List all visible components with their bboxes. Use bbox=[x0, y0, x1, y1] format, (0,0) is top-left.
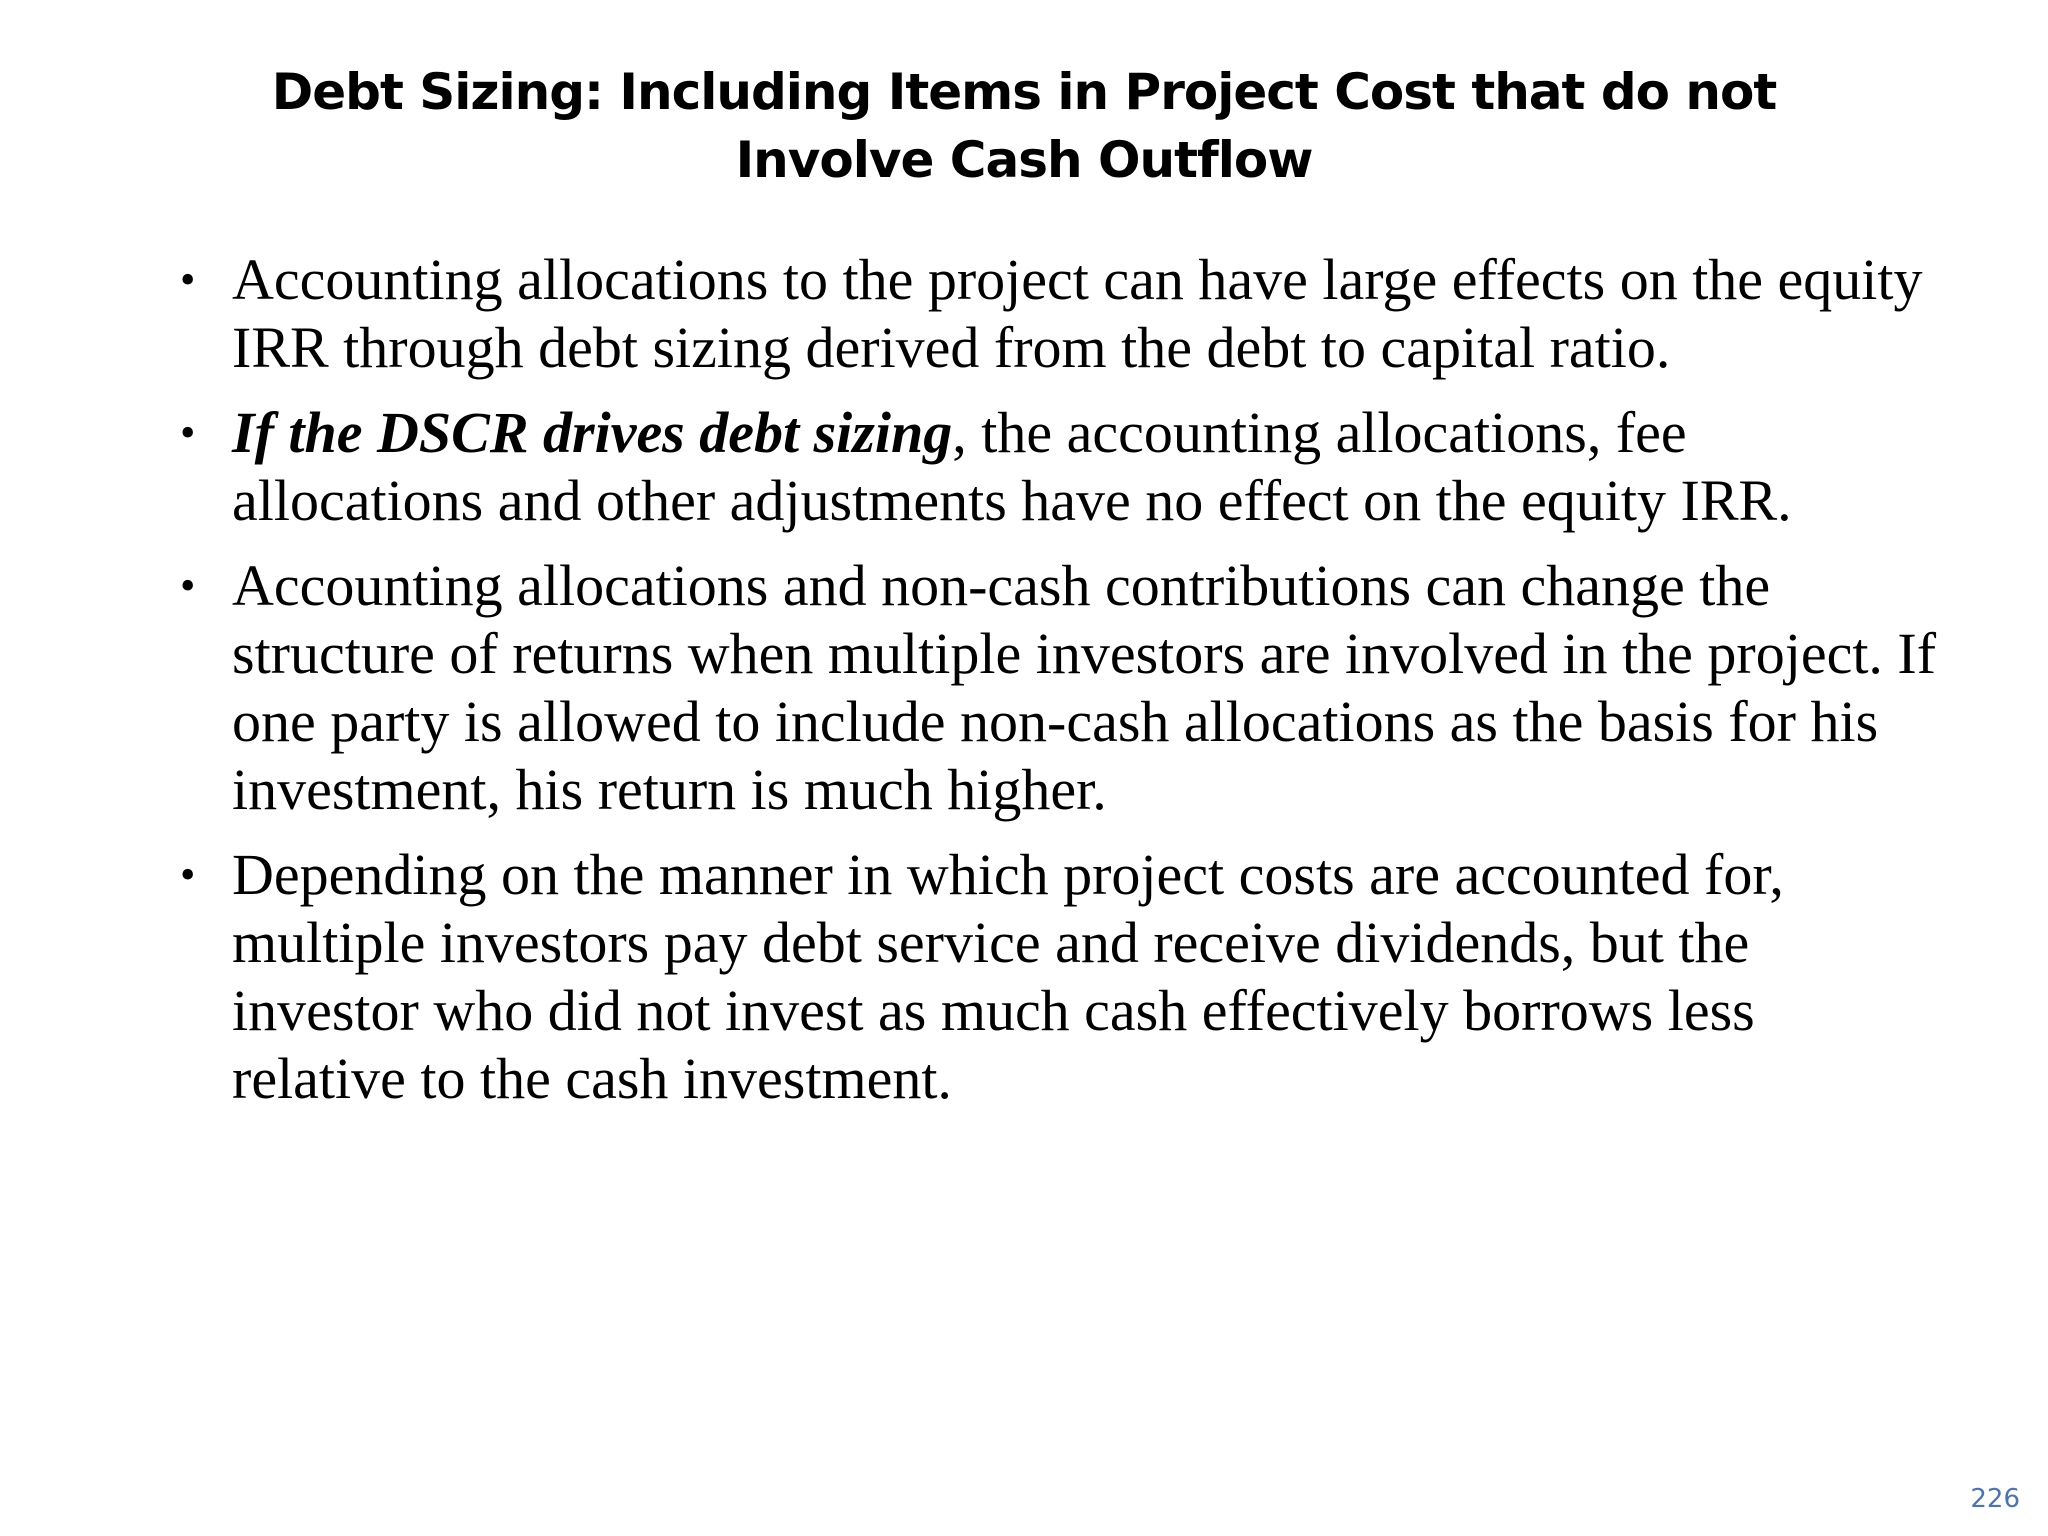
slide-title-line-1: Debt Sizing: Including Items in Project Cost that do not bbox=[271, 63, 1777, 121]
bullet-emphasis: If the DSCR drives debt sizing bbox=[232, 400, 953, 465]
bullet-text: Accounting allocations and non-cash contributions can change the structure of returns when multiple investors are involved in the project. If one party is allowed to include non-cash allocations as the basis for his investment, his return is much higher. bbox=[232, 553, 1937, 822]
bullet-icon: • bbox=[180, 408, 196, 457]
slide-title bbox=[0, 58, 2048, 194]
bullet-icon: • bbox=[180, 850, 196, 899]
bullet-icon: • bbox=[180, 255, 196, 304]
bullet-list bbox=[180, 246, 1940, 1130]
bullet-item-3 bbox=[180, 552, 1940, 824]
bullet-text: Depending on the manner in which project costs are accounted for, multiple investors pay debt service and receive dividends, but the investor who did not invest as much cash effectively borrows less relative to the cash investment. bbox=[232, 842, 1784, 1111]
bullet-text: , the accounting allocations, fee allocations and other adjustments have no effect on the equity IRR. bbox=[232, 400, 1792, 533]
bullet-text: Accounting allocations to the project can have large effects on the equity IRR through debt sizing derived from the debt to capital ratio. bbox=[232, 247, 1923, 380]
page-number: 226 bbox=[1970, 1484, 2020, 1514]
bullet-icon: • bbox=[180, 561, 196, 610]
slide-title-line-2: Involve Cash Outflow bbox=[735, 131, 1313, 189]
bullet-item-2 bbox=[180, 399, 1940, 535]
bullet-item-1 bbox=[180, 246, 1940, 382]
bullet-item-4 bbox=[180, 841, 1940, 1113]
